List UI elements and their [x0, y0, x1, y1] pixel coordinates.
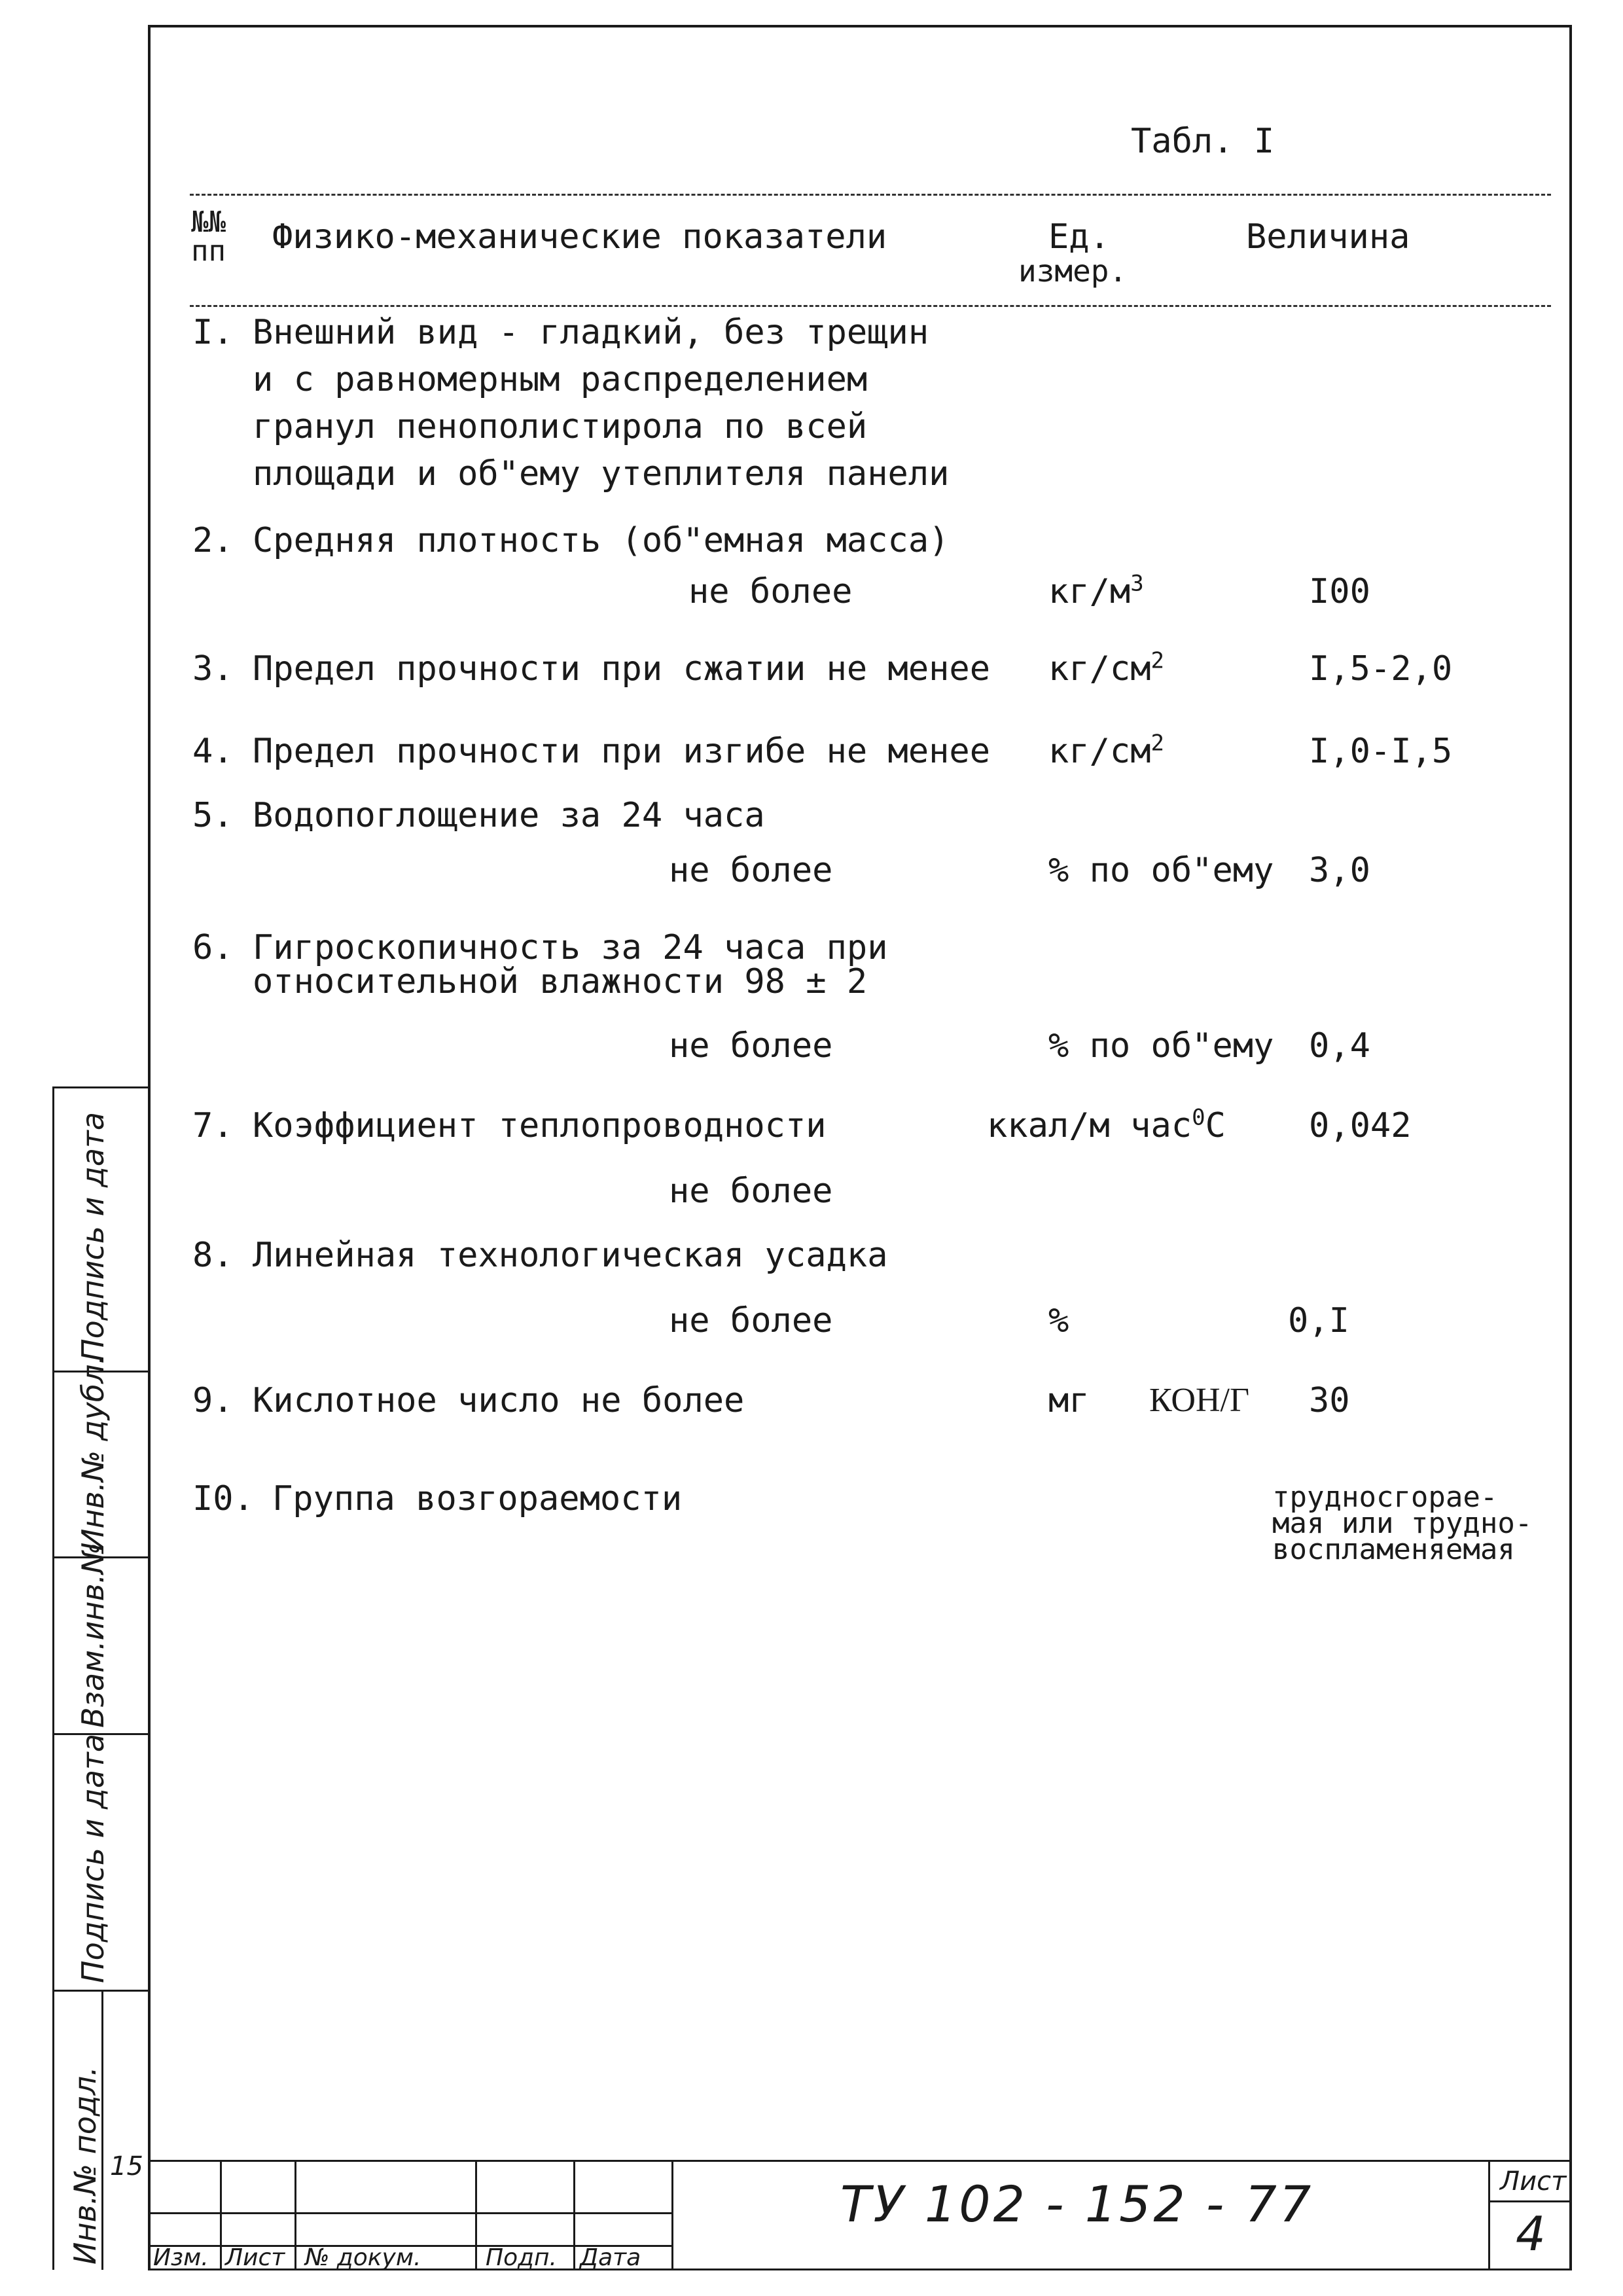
row-2-limit: не более [688, 572, 853, 611]
row-6-num: 6. [192, 928, 234, 967]
stamp-col-sign: Подп. [486, 2244, 557, 2271]
header-unit-1: Ед. [1048, 217, 1110, 257]
row-2-num: 2. [192, 521, 234, 560]
row-10-text: Группа возгораемости [272, 1479, 683, 1518]
row-5-text: Водопоглощение за 24 часа [253, 796, 765, 835]
header-rule-bottom [190, 305, 1551, 307]
stamp-col-4 [573, 2160, 575, 2270]
row-6-text-2: относительной влажности 98 ± 2 [253, 962, 868, 1001]
row-3-unit: $кг/см^2$ [1048, 647, 1165, 689]
side-label-sign-date-2: Подпись и дата [75, 1733, 111, 1983]
side-mark: 15 [110, 2151, 143, 2181]
stamp-col-5 [671, 2160, 673, 2270]
stamp-row-line [148, 2212, 673, 2214]
stamp-sheet-row [1488, 2200, 1571, 2202]
side-label-replace-inv: Взам.инв.№ [75, 1542, 111, 1728]
header-unit-2: измер. [1018, 253, 1128, 289]
table-title: Табл. I [1131, 122, 1275, 161]
row-1-line-4: площади и об"ему утеплителя панели [253, 454, 950, 493]
row-4-text: Предел прочности при изгибе не менее [253, 732, 991, 771]
row-5-limit: не более [669, 851, 833, 890]
row-10-num: I0. [192, 1479, 254, 1518]
stamp-top [148, 2160, 1572, 2162]
stamp-col-doc: № докум. [305, 2244, 421, 2271]
row-1-line-1: Внешний вид - гладкий, без трещин [253, 313, 929, 352]
header-num: №№ [191, 206, 226, 239]
row-10-value-2: мая или трудно- [1272, 1507, 1533, 1540]
row-8-limit: не более [669, 1301, 833, 1340]
row-9-unit-b: КОН/Г [1149, 1382, 1250, 1419]
frame-left [148, 25, 151, 2270]
row-1-line-3: гранул пенополистирола по всей [253, 407, 868, 446]
side-label-dup-inv: Инв.№ дубл. [75, 1354, 111, 1551]
stamp-col-date: Дата [580, 2244, 641, 2271]
side-strip-top [52, 1086, 151, 1088]
row-4-num: 4. [192, 732, 234, 771]
row-9-num: 9. [192, 1381, 234, 1420]
side-label-orig-inv: Инв.№ подл. [67, 2066, 103, 2265]
side-strip-left [52, 1086, 54, 2270]
row-6-text-1: Гигроскопичность за 24 часа при [253, 928, 888, 967]
row-7-num: 7. [192, 1106, 234, 1145]
stamp-col-sheet: Лист [225, 2244, 285, 2271]
row-2-unit: $кг/м^3$ [1048, 570, 1144, 611]
row-9-unit-a: мг [1048, 1381, 1090, 1420]
row-8-unit: % [1048, 1301, 1069, 1340]
row-3-text: Предел прочности при сжатии не менее [253, 649, 991, 689]
sheet-number: 4 [1516, 2206, 1546, 2261]
row-8-num: 8. [192, 1236, 234, 1275]
row-4-unit: $кг/см^2$ [1048, 730, 1165, 771]
header-indicator: Физико-механические показатели [272, 217, 887, 257]
stamp-sheet-col [1488, 2160, 1490, 2270]
row-2-value: I00 [1309, 572, 1370, 611]
row-8-text: Линейная технологическая усадка [253, 1236, 888, 1275]
row-3-value: I,5-2,0 [1309, 649, 1453, 689]
header-num2: пп [191, 234, 226, 268]
row-6-value: 0,4 [1309, 1026, 1370, 1066]
stamp-col-3 [475, 2160, 477, 2270]
row-10-value-3: воспламеняемая [1272, 1533, 1515, 1566]
row-7-unit: ккал/м час$^0$С [987, 1104, 1226, 1145]
row-10-value-1: трудносгорае- [1272, 1480, 1498, 1514]
row-2-text: Средняя плотность (об"емная масса) [253, 521, 950, 560]
row-6-unit: % по об"ему [1048, 1026, 1274, 1066]
stamp-col-1 [220, 2160, 222, 2270]
row-5-unit: % по об"ему [1048, 851, 1274, 890]
row-7-limit: не более [669, 1172, 833, 1211]
row-7-text: Коэффициент теплопроводности [253, 1106, 827, 1145]
row-9-text: Кислотное число не более [253, 1381, 745, 1420]
row-4-value: I,0-I,5 [1309, 732, 1453, 771]
row-5-value: 3,0 [1309, 851, 1370, 890]
row-3-num: 3. [192, 649, 234, 689]
row-8-value: 0,I [1288, 1301, 1349, 1340]
row-1-num: I. [192, 313, 234, 352]
sheet-label: Лист [1500, 2166, 1567, 2197]
header-rule-top [190, 194, 1551, 196]
row-7-value: 0,042 [1309, 1106, 1412, 1145]
doc-code: ТУ 102 - 152 - 77 [840, 2175, 1314, 2233]
row-5-num: 5. [192, 796, 234, 835]
stamp-col-2 [294, 2160, 296, 2270]
row-9-value: 30 [1309, 1381, 1350, 1420]
side-label-sign-date-1: Подпись и дата [75, 1111, 111, 1361]
row-1-line-2: и с равномерным распределением [253, 360, 868, 399]
header-value: Величина [1246, 217, 1410, 257]
stamp-col-change: Изм. [153, 2244, 209, 2271]
row-6-limit: не более [669, 1026, 833, 1066]
frame-right [1569, 25, 1572, 2270]
frame-top [148, 25, 1572, 27]
